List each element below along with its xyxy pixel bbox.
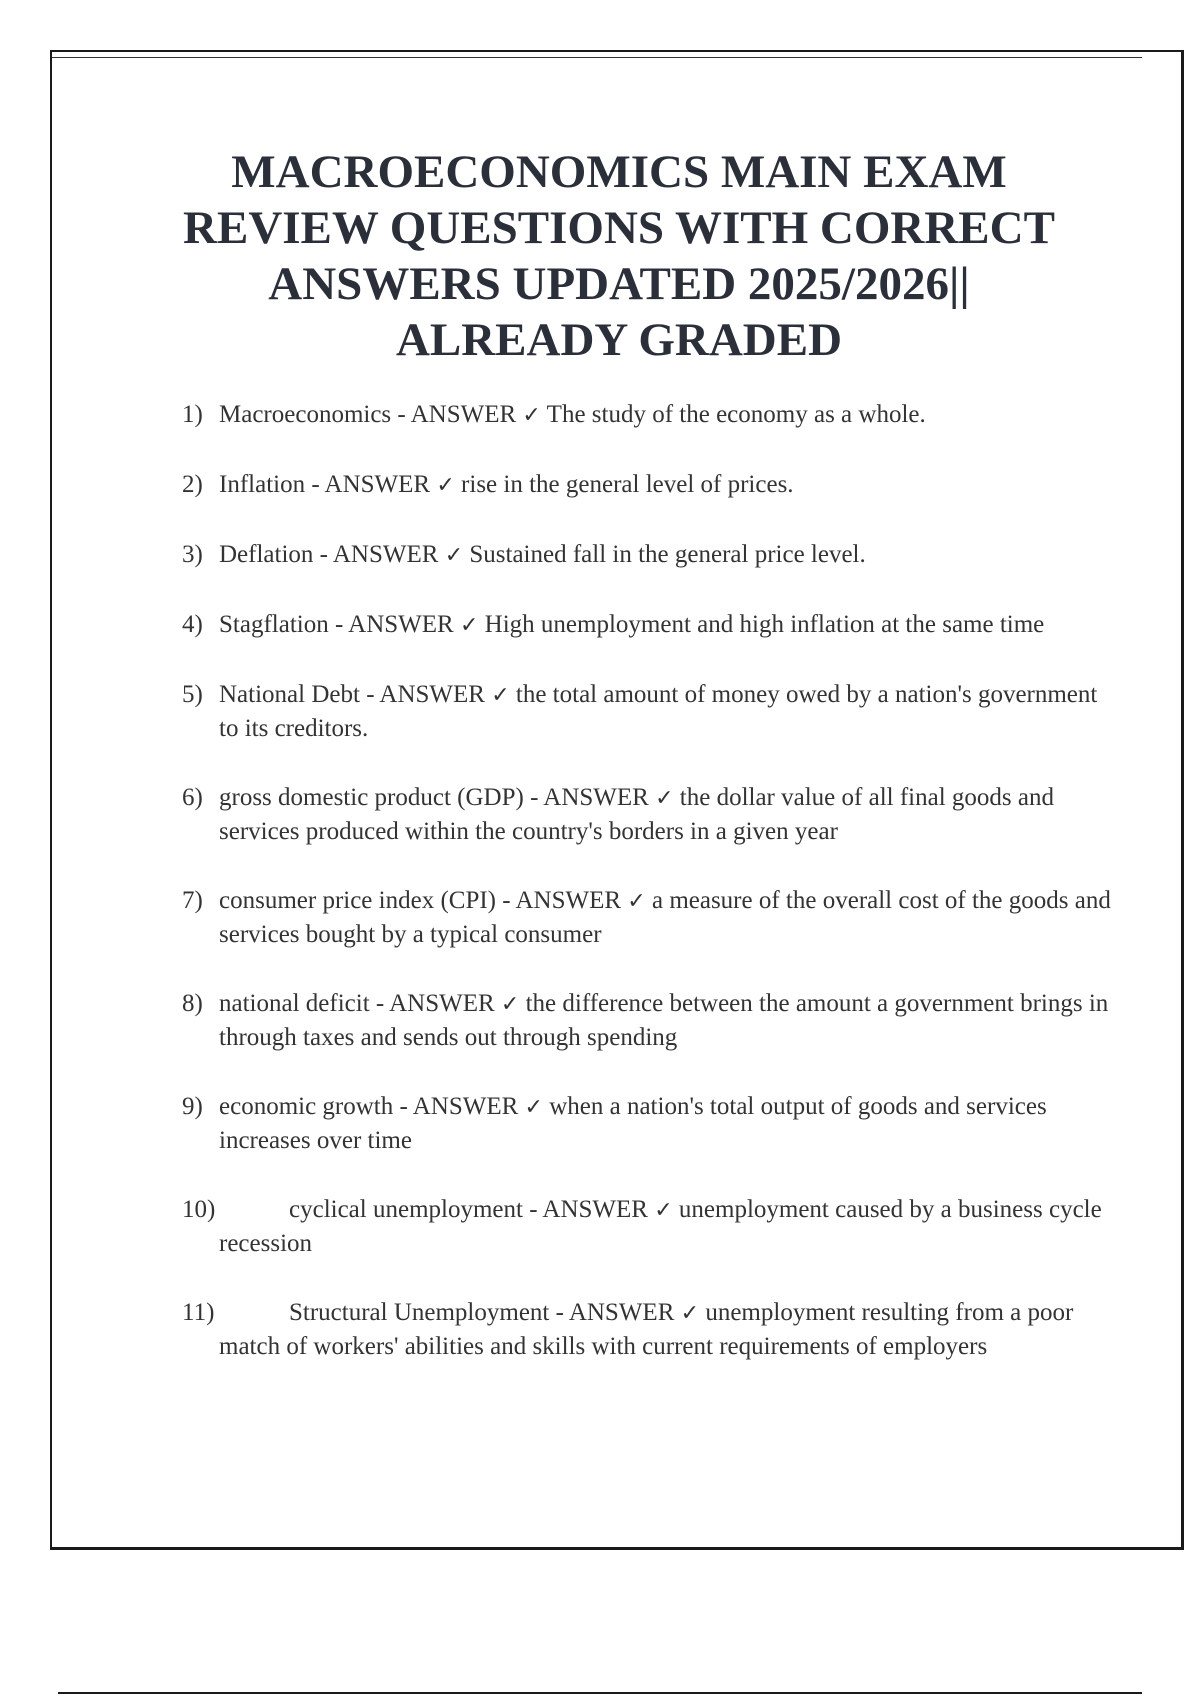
item-term: gross domestic product (GDP) bbox=[219, 784, 524, 811]
item-answer: Sustained fall in the general price level. bbox=[469, 541, 866, 568]
answer-marker: ANSWER bbox=[543, 784, 649, 811]
list-item: 3) Deflation - ANSWER ✓ Sustained fall in the general price level. bbox=[182, 538, 1122, 572]
title-line-2: REVIEW QUESTIONS WITH CORRECT bbox=[183, 202, 1055, 254]
checkmark-icon: ✓ bbox=[680, 1301, 700, 1326]
item-answer: the difference between the amount a government brings in through taxes and sends out through spending bbox=[219, 990, 1109, 1051]
item-term: Deflation bbox=[219, 541, 314, 568]
checkmark-icon: ✓ bbox=[522, 403, 541, 428]
item-term: economic growth bbox=[219, 1093, 394, 1120]
checkmark-icon: ✓ bbox=[500, 992, 520, 1017]
list-item: 6) gross domestic product (GDP) - ANSWER ✓ the dollar value of all final goods and services produced within the country's borders in a given year bbox=[182, 781, 1122, 848]
title-line-3: ANSWERS UPDATED 2025/2026|| bbox=[268, 258, 970, 310]
checkmark-icon: ✓ bbox=[524, 1095, 543, 1120]
checkmark-icon: ✓ bbox=[627, 889, 646, 914]
item-number: 4) bbox=[182, 611, 203, 638]
answer-marker: ANSWER bbox=[332, 541, 439, 568]
item-term: National Debt bbox=[219, 681, 360, 708]
item-answer: the total amount of money owed by a nation's government to its creditors. bbox=[219, 681, 1098, 742]
list-item: 4) Stagflation - ANSWER ✓ High unemployment and high inflation at the same time bbox=[182, 608, 1122, 642]
item-term: Macroeconomics bbox=[219, 401, 392, 428]
title-line-4: ALREADY GRADED bbox=[395, 314, 843, 366]
bottom-rule bbox=[58, 1692, 1142, 1694]
page-frame bbox=[50, 50, 1184, 1550]
list-item: 9) economic growth - ANSWER ✓ when a nation's total output of goods and services increases over time bbox=[182, 1090, 1122, 1157]
item-number: 8) bbox=[182, 990, 203, 1017]
answer-marker: ANSWER bbox=[389, 990, 495, 1017]
checkmark-icon: ✓ bbox=[436, 473, 455, 498]
item-term: Inflation bbox=[219, 471, 306, 498]
item-number: 5) bbox=[182, 681, 203, 708]
item-answer: a measure of the overall cost of the goods and services bought by a typical consumer bbox=[219, 887, 1111, 948]
item-number: 9) bbox=[182, 1093, 203, 1120]
item-term: Stagflation bbox=[219, 611, 329, 638]
list-item: 11) Structural Unemployment - ANSWER ✓ unemployment resulting from a poor match of workers' abilities and skills with current requirements of employers bbox=[182, 1296, 1122, 1363]
item-number: 6) bbox=[182, 784, 203, 811]
title-line-1: MACROECONOMICS MAIN EXAM bbox=[231, 146, 1007, 198]
item-number: 2) bbox=[182, 471, 203, 498]
top-rule bbox=[52, 57, 1142, 58]
document-title bbox=[52, 144, 1186, 368]
checkmark-icon: ✓ bbox=[654, 1198, 673, 1223]
item-number: 3) bbox=[182, 541, 203, 568]
item-answer: the dollar value of all final goods and services produced within the country's borders in a given year bbox=[219, 784, 1054, 845]
item-number: 1) bbox=[182, 401, 203, 428]
item-answer: unemployment resulting from a poor match of workers' abilities and skills with current requirements of employers bbox=[219, 1299, 1074, 1360]
answer-marker: ANSWER bbox=[324, 471, 431, 498]
checkmark-icon: ✓ bbox=[491, 683, 510, 708]
item-number: 11) bbox=[182, 1299, 215, 1326]
answer-marker: ANSWER bbox=[568, 1299, 675, 1326]
answer-marker: ANSWER bbox=[348, 611, 454, 638]
item-number: 10) bbox=[182, 1196, 216, 1223]
list-item: 2) Inflation - ANSWER ✓ rise in the general level of prices. bbox=[182, 468, 1122, 502]
item-answer: unemployment caused by a business cycle recession bbox=[219, 1196, 1102, 1257]
list-item: 1) Macroeconomics - ANSWER ✓ The study of the economy as a whole. bbox=[182, 398, 1122, 432]
item-term: Structural Unemployment bbox=[289, 1299, 550, 1326]
item-answer: High unemployment and high inflation at the same time bbox=[484, 611, 1045, 638]
answer-marker: ANSWER bbox=[542, 1196, 648, 1223]
answer-marker: ANSWER bbox=[379, 681, 485, 708]
answer-marker: ANSWER bbox=[410, 401, 517, 428]
item-answer: rise in the general level of prices. bbox=[461, 471, 794, 498]
answer-marker: ANSWER bbox=[515, 887, 622, 914]
item-term: national deficit bbox=[219, 990, 370, 1017]
checkmark-icon: ✓ bbox=[655, 786, 674, 811]
checkmark-icon: ✓ bbox=[459, 613, 479, 638]
answer-marker: ANSWER bbox=[412, 1093, 519, 1120]
item-number: 7) bbox=[182, 887, 203, 914]
item-answer: The study of the economy as a whole. bbox=[546, 401, 926, 428]
list-item: 10) cyclical unemployment - ANSWER ✓ unemployment caused by a business cycle recession bbox=[182, 1193, 1122, 1260]
item-answer: when a nation's total output of goods and services increases over time bbox=[219, 1093, 1047, 1154]
checkmark-icon: ✓ bbox=[444, 543, 464, 568]
item-term: cyclical unemployment bbox=[289, 1196, 523, 1223]
item-term: consumer price index (CPI) bbox=[219, 887, 497, 914]
list-item: 5) National Debt - ANSWER ✓ the total amount of money owed by a nation's government to its creditors. bbox=[182, 678, 1122, 745]
list-item: 7) consumer price index (CPI) - ANSWER ✓ a measure of the overall cost of the goods and services bought by a typical consumer bbox=[182, 884, 1122, 951]
question-answer-list bbox=[182, 398, 1122, 1399]
list-item: 8) national deficit - ANSWER ✓ the difference between the amount a government brings in through taxes and sends out through spending bbox=[182, 987, 1122, 1054]
